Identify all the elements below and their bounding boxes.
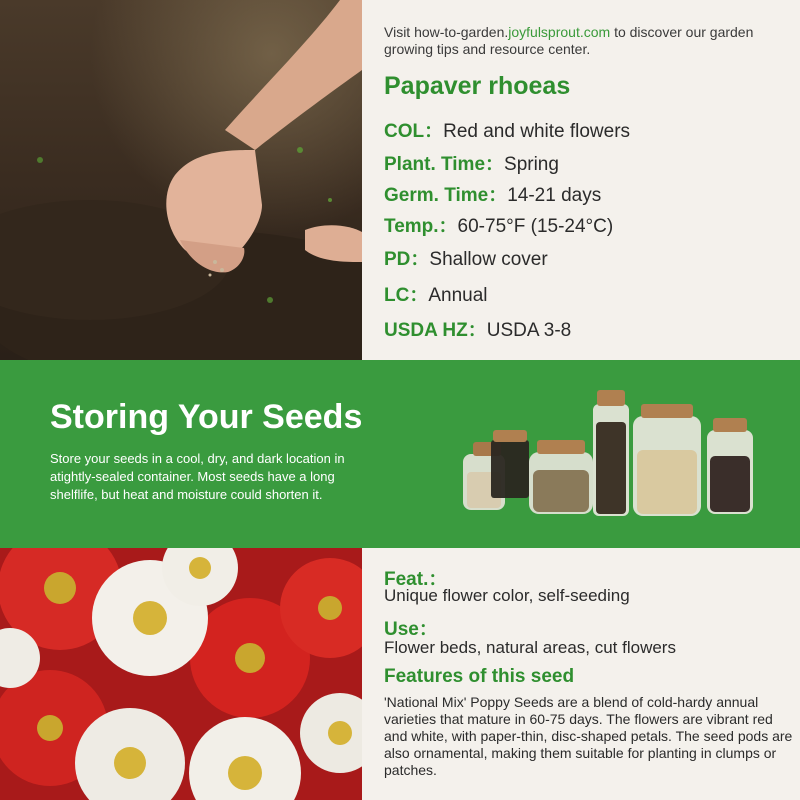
storing-seeds-band — [0, 360, 800, 548]
storing-title: Storing Your Seeds — [50, 398, 363, 436]
seed-jars-image — [455, 382, 765, 532]
spec-germ-time — [384, 180, 601, 207]
spec-key: Temp.： — [384, 216, 458, 237]
visit-note — [384, 24, 784, 58]
spec-value: USDA 3-8 — [486, 320, 572, 341]
spec-usda-zone — [384, 315, 571, 342]
spec-color — [384, 116, 630, 143]
feat-value: Unique flower color, self-seeding — [384, 586, 630, 605]
spec-value: Shallow cover — [429, 249, 548, 270]
spec-value: 14-21 days — [507, 185, 602, 206]
top-section — [0, 0, 800, 360]
feat-label: Feat.： — [384, 569, 448, 590]
spec-key: COL： — [384, 121, 444, 142]
spec-key: USDA HZ： — [384, 320, 487, 341]
spec-key: PD： — [384, 249, 430, 270]
visit-prefix: Visit how-to-garden. — [384, 24, 509, 40]
spec-key: Plant. Time： — [384, 154, 505, 175]
spec-plant-time — [384, 149, 559, 176]
use-value: Flower beds, natural areas, cut flowers — [384, 638, 676, 657]
seed-description: 'National Mix' Poppy Seeds are a blend of cold-hardy annual varieties that mature in 60-75 days. The flowers are vibrant red and white, with paper-thin, disc-shaped petals. The seed pods are also ornamental, making them suitable for planting in clumps or patches. — [384, 694, 793, 778]
use-label: Use： — [384, 619, 438, 640]
poppy-flowers-photo — [0, 548, 362, 800]
plant-name: Papaver rhoeas — [384, 72, 571, 100]
spec-value: Red and white flowers — [443, 121, 631, 142]
spec-value: Annual — [428, 285, 488, 306]
visit-suffix: to discover our garden growing tips and resource center. — [384, 24, 754, 57]
spec-key: LC： — [384, 285, 429, 306]
plant-info-panel — [362, 0, 800, 360]
soil-hand-photo — [0, 0, 362, 360]
features-panel — [362, 548, 800, 800]
spec-life-cycle — [384, 280, 488, 307]
features-label: Features of this seed — [384, 666, 575, 687]
spec-key: Germ. Time： — [384, 185, 508, 206]
website-link[interactable]: joyfulsprout.com — [508, 24, 611, 40]
spec-value: 60-75°F (15-24°C) — [457, 216, 614, 237]
spec-value: Spring — [504, 154, 559, 175]
storing-text: Store your seeds in a cool, dry, and dark location in atightly-sealed container. Most seeds have a long shelflife, but heat and moisture could shorten it. — [50, 451, 345, 502]
spec-temperature — [384, 211, 613, 238]
spec-planting-depth — [384, 244, 548, 271]
